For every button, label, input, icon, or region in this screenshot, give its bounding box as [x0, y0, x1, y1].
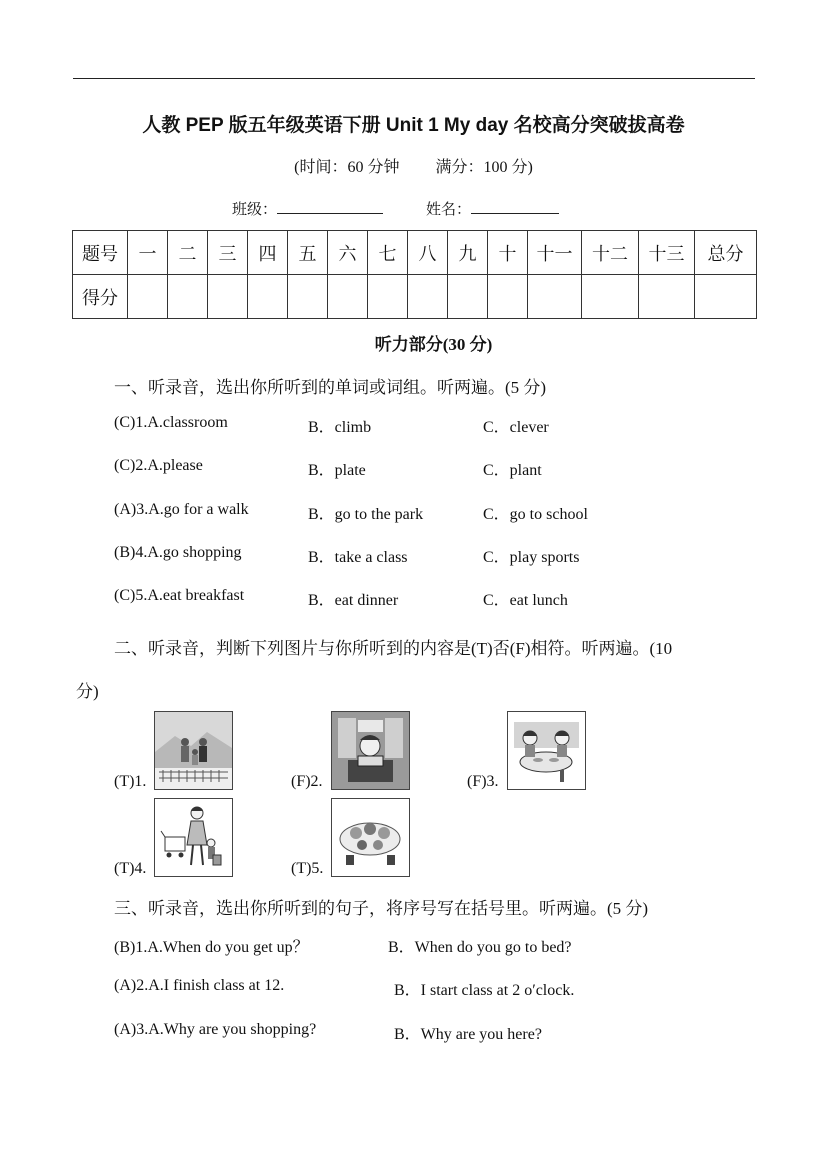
part2-item3-label: (F)3.: [467, 773, 499, 790]
table-cell: 十一: [528, 231, 582, 275]
part3-q2-option-a: (A)2.A.I finish class at 12.: [114, 977, 285, 994]
part1-q4-option-a: (B)4.A.go shopping: [114, 544, 242, 561]
table-cell: 九: [448, 231, 488, 275]
table-cell: 题号: [73, 231, 128, 275]
food-table-picture: [331, 798, 410, 877]
score-cell[interactable]: [408, 275, 448, 319]
score-cell[interactable]: [128, 275, 168, 319]
score-cell[interactable]: [582, 275, 639, 319]
part3-q1-option-b: B．When do you go to bed?: [388, 939, 572, 956]
part2-item2-label: (F)2.: [291, 773, 323, 790]
part3-q3-option-a: (A)3.A.Why are you shopping?: [114, 1021, 317, 1038]
score-cell[interactable]: [528, 275, 582, 319]
part1-q2-option-a: (C)2.A.please: [114, 457, 203, 474]
part2-item1-label: (T)1.: [114, 773, 147, 790]
part1-q2-option-b: B．plate: [308, 462, 366, 479]
score-table-header-row: [73, 231, 757, 275]
part1-q3-option-c: C．go to school: [483, 506, 588, 523]
score-cell[interactable]: [208, 275, 248, 319]
score-cell[interactable]: [368, 275, 408, 319]
table-cell: 四: [248, 231, 288, 275]
part1-instruction: 一、听录音，选出你所听到的单词或词组。听两遍。(5 分): [114, 378, 547, 397]
part1-q5-option-c: C．eat lunch: [483, 592, 568, 609]
part1-q4-option-b: B．take a class: [308, 549, 408, 566]
table-cell: 三: [208, 231, 248, 275]
part2-instruction-cont: 分): [76, 682, 99, 701]
table-cell: 一: [128, 231, 168, 275]
header-rule: [73, 78, 755, 79]
class-field: [232, 198, 383, 219]
part3-instruction: 三、听录音，选出你所听到的句子，将序号写在括号里。听两遍。(5 分): [114, 899, 649, 918]
score-table: [72, 230, 757, 319]
score-cell[interactable]: [695, 275, 757, 319]
part1-q1-option-a: (C)1.A.classroom: [114, 414, 228, 431]
part1-q1-option-b: B．climb: [308, 419, 372, 436]
name-field: [426, 198, 559, 219]
table-cell: 得分: [73, 275, 128, 319]
part1-q5-option-b: B．eat dinner: [308, 592, 399, 609]
score-cell[interactable]: [639, 275, 695, 319]
table-cell: 八: [408, 231, 448, 275]
part1-q4-option-c: C．play sports: [483, 549, 580, 566]
part1-q5-option-a: (C)5.A.eat breakfast: [114, 587, 245, 604]
part3-q3-option-b: B．Why are you here?: [394, 1026, 542, 1043]
part2-item5-label: (T)5.: [291, 860, 324, 877]
table-cell: 总分: [695, 231, 757, 275]
class-blank[interactable]: [277, 199, 383, 214]
part1-q2-option-c: C．plant: [483, 462, 542, 479]
children-eating-picture: [507, 711, 586, 790]
part2-item4-label: (T)4.: [114, 860, 147, 877]
mother-shopping-picture: [154, 798, 233, 877]
name-label: 姓名：: [426, 202, 472, 218]
score-cell[interactable]: [448, 275, 488, 319]
family-walk-picture: [154, 711, 233, 790]
table-cell: 十二: [582, 231, 639, 275]
table-cell: 五: [288, 231, 328, 275]
exam-time-score: (时间：60 分钟 满分：100 分): [294, 159, 533, 176]
table-cell: 十三: [639, 231, 695, 275]
score-cell[interactable]: [328, 275, 368, 319]
part3-q2-option-b: B．I start class at 2 o′clock.: [394, 982, 575, 999]
page-title: 人教 PEP 版五年级英语下册 Unit 1 My day 名校高分突破拔高卷: [142, 115, 685, 136]
table-cell: 十: [488, 231, 528, 275]
score-cell[interactable]: [488, 275, 528, 319]
part1-q3-option-a: (A)3.A.go for a walk: [114, 501, 249, 518]
score-cell[interactable]: [248, 275, 288, 319]
part3-q1-option-a: (B)1.A.When do you get up？: [114, 939, 309, 956]
score-table-score-row: [73, 275, 757, 319]
score-cell[interactable]: [168, 275, 208, 319]
class-label: 班级：: [232, 202, 278, 218]
table-cell: 六: [328, 231, 368, 275]
child-reading-picture: [331, 711, 410, 790]
name-blank[interactable]: [471, 199, 559, 214]
table-cell: 二: [168, 231, 208, 275]
score-cell[interactable]: [288, 275, 328, 319]
listening-section-title: 听力部分(30 分): [374, 335, 493, 354]
part2-instruction: 二、听录音，判断下列图片与你所听到的内容是(T)否(F)相符。听两遍。(10: [114, 639, 673, 658]
part1-q1-option-c: C．clever: [483, 419, 549, 436]
table-cell: 七: [368, 231, 408, 275]
part1-q3-option-b: B．go to the park: [308, 506, 424, 523]
